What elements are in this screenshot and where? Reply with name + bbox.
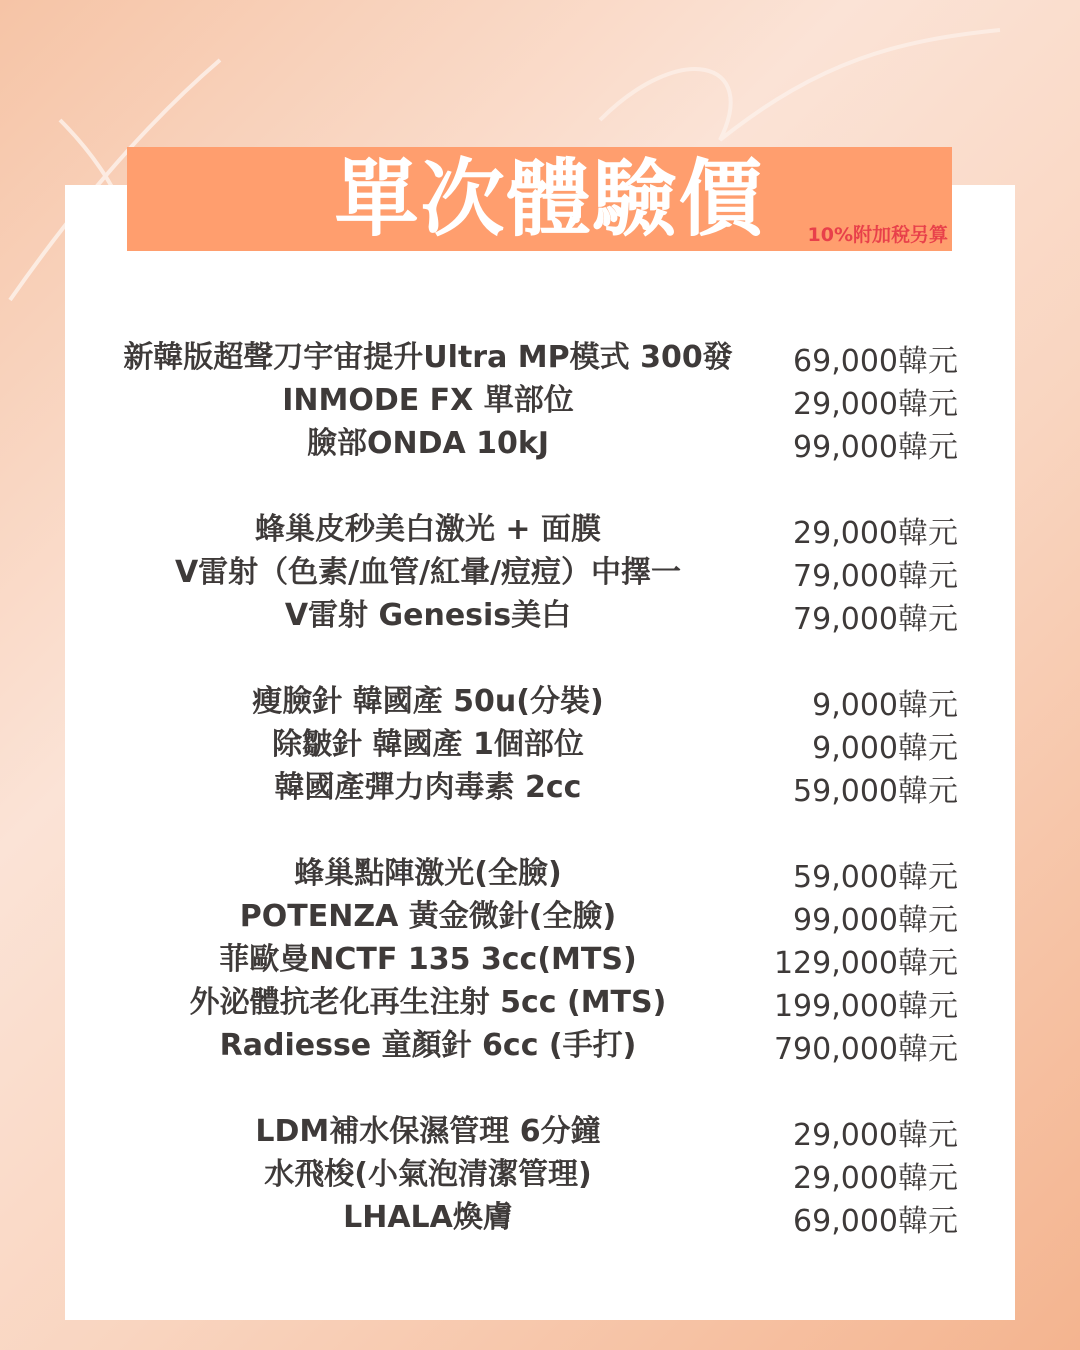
treatment-price: 9,000韓元 bbox=[812, 688, 958, 723]
price-list bbox=[65, 336, 1015, 1282]
price-group bbox=[65, 508, 1015, 637]
treatment-price: 29,000韓元 bbox=[793, 387, 958, 422]
treatment-price: 79,000韓元 bbox=[793, 602, 958, 637]
price-row bbox=[65, 852, 1015, 895]
treatment-name: Radiesse 童顏針 6cc (手打) bbox=[219, 1028, 637, 1063]
treatment-name: 臉部ONDA 10kJ bbox=[306, 426, 550, 461]
price-row bbox=[65, 981, 1015, 1024]
price-row bbox=[65, 1196, 1015, 1239]
treatment-name: LDM補水保濕管理 6分鐘 bbox=[255, 1114, 601, 1149]
treatment-price: 79,000韓元 bbox=[793, 559, 958, 594]
price-row bbox=[65, 508, 1015, 551]
treatment-name: 除皺針 韓國產 1個部位 bbox=[272, 727, 584, 762]
price-row bbox=[65, 422, 1015, 465]
treatment-price: 99,000韓元 bbox=[793, 903, 958, 938]
price-row bbox=[65, 379, 1015, 422]
treatment-name: 蜂巢皮秒美白激光 + 面膜 bbox=[254, 512, 602, 547]
treatment-name: 菲歐曼NCTF 135 3cc(MTS) bbox=[219, 942, 637, 977]
treatment-price: 29,000韓元 bbox=[793, 516, 958, 551]
price-group bbox=[65, 680, 1015, 809]
treatment-price: 129,000韓元 bbox=[773, 946, 958, 981]
price-row bbox=[65, 938, 1015, 981]
treatment-price: 9,000韓元 bbox=[812, 731, 958, 766]
price-group bbox=[65, 336, 1015, 465]
treatment-price: 69,000韓元 bbox=[793, 344, 958, 379]
price-row bbox=[65, 551, 1015, 594]
treatment-name: V雷射（色素/血管/紅暈/痘痘）中擇一 bbox=[174, 555, 682, 590]
treatment-price: 59,000韓元 bbox=[793, 774, 958, 809]
treatment-price: 99,000韓元 bbox=[793, 430, 958, 465]
treatment-name: 蜂巢點陣激光(全臉) bbox=[294, 856, 562, 891]
treatment-name: POTENZA 黃金微針(全臉) bbox=[239, 899, 617, 934]
price-row bbox=[65, 680, 1015, 723]
treatment-price: 69,000韓元 bbox=[793, 1204, 958, 1239]
price-row bbox=[65, 1153, 1015, 1196]
treatment-price: 29,000韓元 bbox=[793, 1161, 958, 1196]
page-title: 單次體驗價 bbox=[334, 150, 765, 248]
price-row bbox=[65, 723, 1015, 766]
price-row bbox=[65, 336, 1015, 379]
title-banner bbox=[127, 147, 952, 251]
treatment-name: 韓國產彈力肉毒素 2cc bbox=[274, 770, 582, 805]
treatment-price: 199,000韓元 bbox=[773, 989, 958, 1024]
price-row bbox=[65, 1024, 1015, 1067]
price-group bbox=[65, 852, 1015, 1067]
price-row bbox=[65, 895, 1015, 938]
price-row bbox=[65, 594, 1015, 637]
treatment-name: 外泌體抗老化再生注射 5cc (MTS) bbox=[189, 985, 667, 1020]
treatment-price: 29,000韓元 bbox=[793, 1118, 958, 1153]
price-row bbox=[65, 1110, 1015, 1153]
price-row bbox=[65, 766, 1015, 809]
treatment-price: 59,000韓元 bbox=[793, 860, 958, 895]
treatment-name: 水飛梭(小氣泡清潔管理) bbox=[264, 1157, 592, 1192]
price-group bbox=[65, 1110, 1015, 1239]
treatment-name: V雷射 Genesis美白 bbox=[284, 598, 572, 633]
treatment-name: 新韓版超聲刀宇宙提升Ultra MP模式 300發 bbox=[123, 340, 733, 375]
treatment-name: 瘦臉針 韓國產 50u(分裝) bbox=[252, 684, 604, 719]
treatment-name: LHALA煥膚 bbox=[343, 1200, 513, 1235]
treatment-price: 790,000韓元 bbox=[773, 1032, 958, 1067]
tax-note: 10%附加稅另算 bbox=[807, 224, 948, 246]
treatment-name: INMODE FX 單部位 bbox=[282, 383, 574, 418]
